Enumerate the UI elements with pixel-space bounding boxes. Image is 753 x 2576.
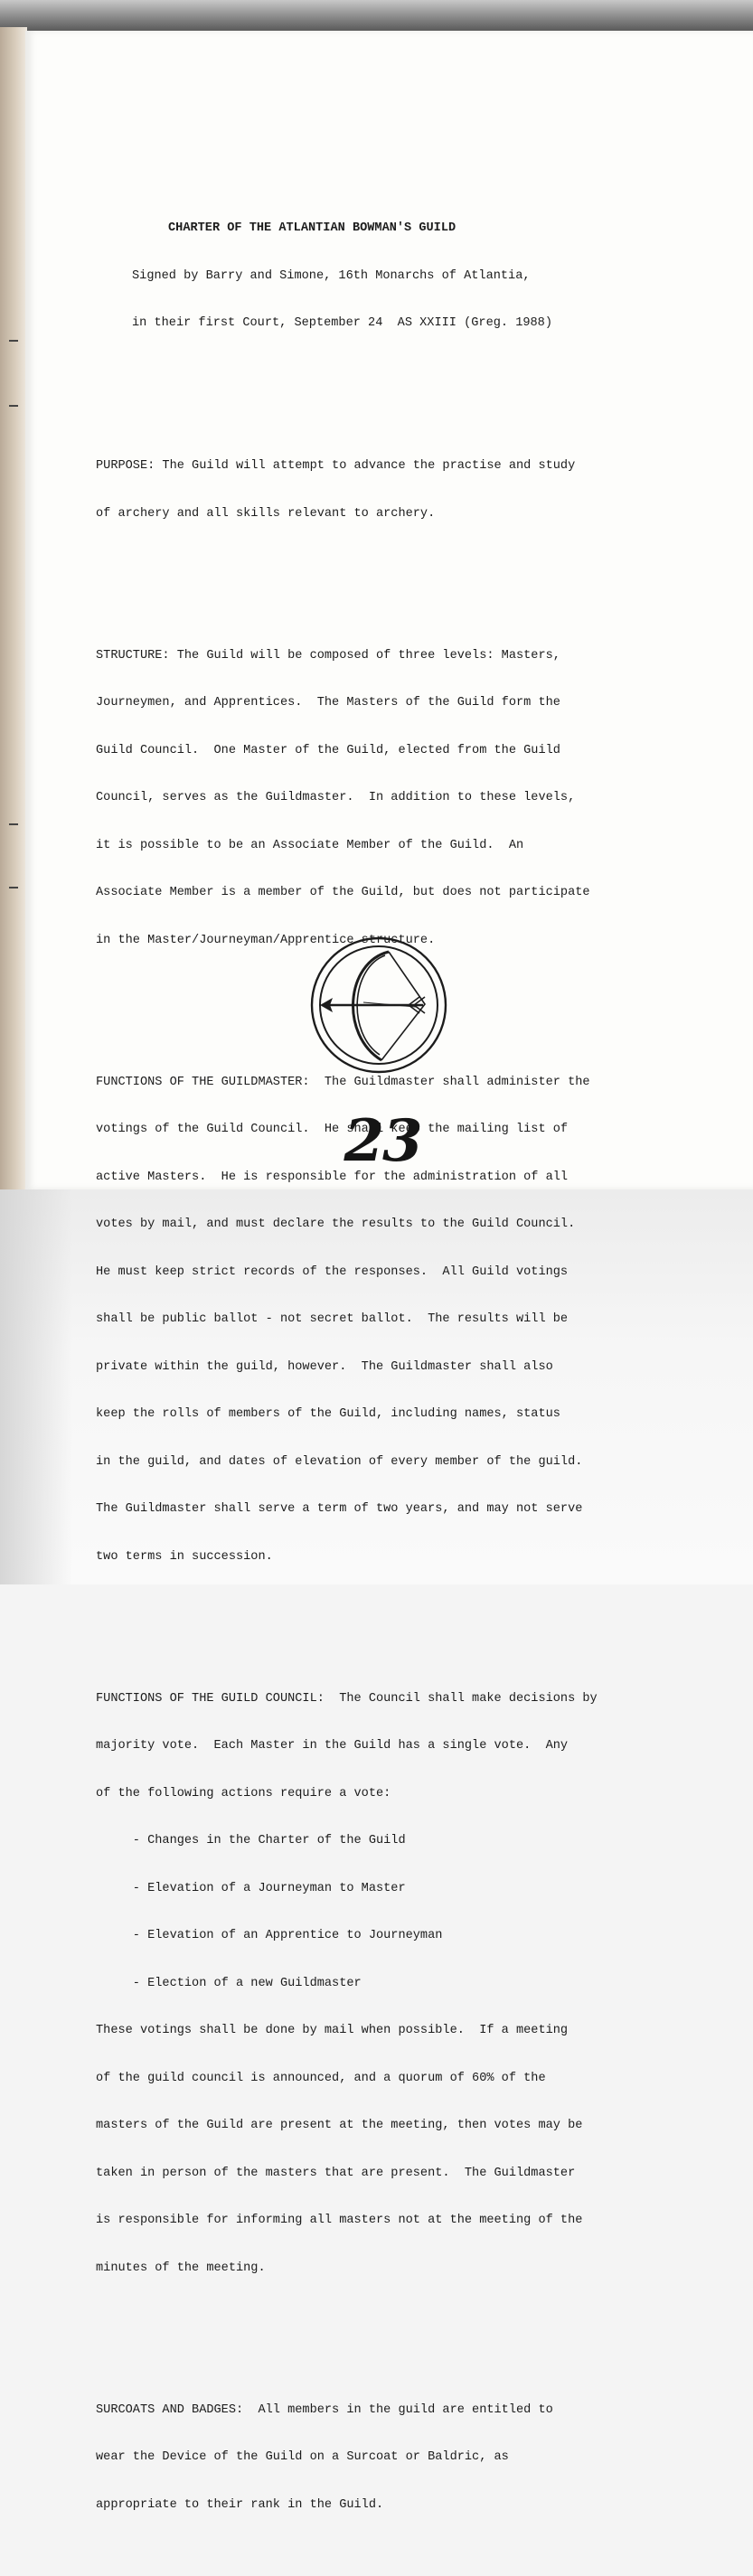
text-line: PURPOSE: The Guild will attempt to advance the practise and study <box>96 459 576 473</box>
text-line: wear the Device of the Guild on a Surcoat or Baldric, as <box>96 2450 509 2464</box>
text-line: minutes of the meeting. <box>96 2261 266 2275</box>
list-item: - Elevation of a Journeyman to Master <box>96 1881 406 1895</box>
text-line: appropriate to their rank in the Guild. <box>96 2497 384 2512</box>
text-line: is responsible for informing all masters not at the meeting of the <box>96 2214 583 2227</box>
text-line: He must keep strict records of the responses. All Guild votings <box>96 1264 569 1279</box>
section-surcoats-badges <box>96 2371 747 2545</box>
charter-header <box>96 189 747 363</box>
section-structure <box>96 616 747 981</box>
text-line: STRUCTURE: The Guild will be composed of three levels: Masters, <box>96 648 560 663</box>
charter-subtitle-line: Signed by Barry and Simone, 16th Monarchs of Atlantia, <box>132 268 531 283</box>
text-line: majority vote. Each Master in the Guild has a single vote. Any <box>96 1739 569 1753</box>
text-line: in the guild, and dates of elevation of every member of the guild. <box>96 1454 583 1469</box>
binding-mark <box>9 887 18 888</box>
section-guild-council <box>96 1659 747 2308</box>
text-line: private within the guild, however. The Guildmaster shall also <box>96 1359 553 1374</box>
binding-mark <box>9 340 18 342</box>
text-line: in the Master/Journeyman/Apprentice structure. <box>96 933 436 947</box>
text-line: masters of the Guild are present at the meeting, then votes may be <box>96 2119 583 2132</box>
text-line: shall be public ballot - not secret ballot. The results will be <box>96 1312 569 1326</box>
scan-top-edge <box>0 0 753 31</box>
text-line: taken in person of the masters that are present. The Guildmaster <box>96 2166 576 2180</box>
charter-title: CHARTER OF THE ATLANTIAN BOWMAN'S GUILD <box>168 221 457 235</box>
text-line: two terms in succession. <box>96 1549 273 1564</box>
binding-mark <box>9 823 18 825</box>
list-item: - Election of a new Guildmaster <box>96 1976 362 1990</box>
text-line: SURCOATS AND BADGES: All members in the guild are entitled to <box>96 2402 553 2417</box>
text-line: of the guild council is announced, and a quorum of 60% of the <box>96 2071 546 2085</box>
text-line: FUNCTIONS OF THE GUILD COUNCIL: The Council shall make decisions by <box>96 1691 598 1706</box>
section-purpose <box>96 427 747 553</box>
text-line: Associate Member is a member of the Guild, but does not participate <box>96 886 590 899</box>
text-line: keep the rolls of members of the Guild, including names, status <box>96 1407 560 1421</box>
text-line: of the following actions require a vote: <box>96 1786 391 1800</box>
text-line: votings of the Guild Council. He shall keep the mailing list of <box>96 1123 569 1136</box>
text-line: These votings shall be done by mail when possible. If a meeting <box>96 2024 569 2037</box>
list-item: - Elevation of an Apprentice to Journeyman <box>96 1929 443 1942</box>
scan-shadow <box>0 1189 72 1584</box>
text-line: Guild Council. One Master of the Guild, elected from the Guild <box>96 743 560 757</box>
text-line: active Masters. He is responsible for the administration of all <box>96 1170 569 1184</box>
charter-subtitle-line: in their first Court, September 24 AS XXIII (Greg. 1988) <box>132 316 552 330</box>
list-item: - Changes in the Charter of the Guild <box>96 1834 406 1847</box>
text-line: Journeymen, and Apprentices. The Masters of the Guild form the <box>96 696 560 710</box>
binding-mark <box>9 405 18 407</box>
text-line: The Guildmaster shall serve a term of two years, and may not serve <box>96 1502 583 1516</box>
page-number: 23 <box>344 1107 421 1175</box>
scan-left-edge <box>0 27 27 1193</box>
text-line: it is possible to be an Associate Member of the Guild. An <box>96 838 524 852</box>
text-line: of archery and all skills relevant to archery. <box>96 506 436 521</box>
charter-text <box>96 157 747 2576</box>
bow-and-arrow-badge-icon <box>309 935 448 1075</box>
text-line: votes by mail, and must declare the results to the Guild Council. <box>96 1217 576 1231</box>
text-line: Council, serves as the Guildmaster. In addition to these levels, <box>96 791 576 804</box>
text-line: FUNCTIONS OF THE GUILDMASTER: The Guildmaster shall administer the <box>96 1075 590 1089</box>
